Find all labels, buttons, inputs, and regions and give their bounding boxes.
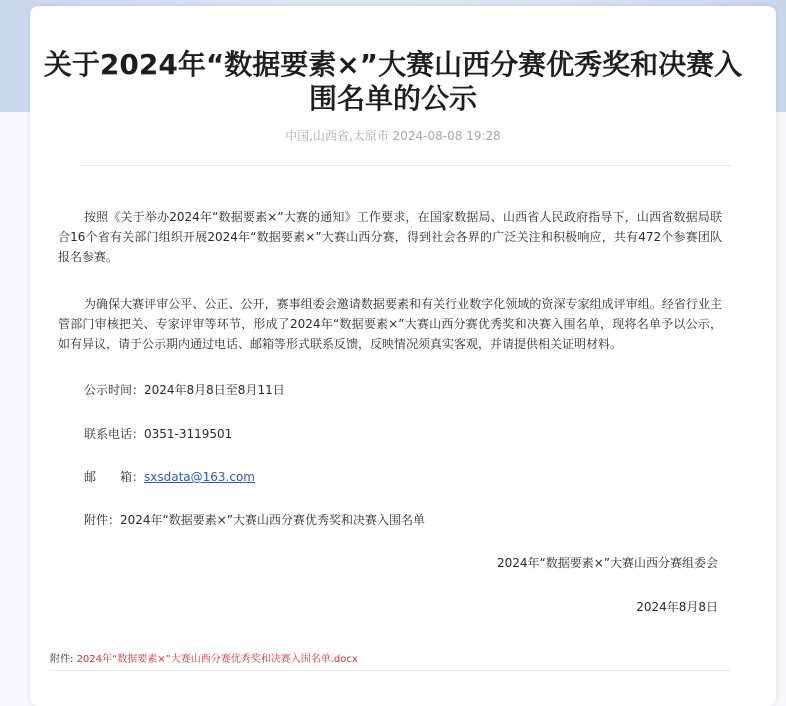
signature-date: 2024年8月8日 xyxy=(636,600,718,614)
article-meta: 中国,山西省,太原市 2024-08-08 19:28 xyxy=(285,129,501,143)
email-link[interactable]: sxsdata@163.com xyxy=(144,470,255,484)
attachment-note: 附件：2024年“数据要素×”大赛山西分赛优秀奖和决赛入围名单 xyxy=(84,513,426,527)
bottom-divider xyxy=(50,670,730,671)
email-label: 邮 箱： xyxy=(84,470,145,484)
paragraph-review: 为确保大赛评审公平、公正、公开，赛事组委会邀请数据要素和有关行业数字化领域的资深专家组成评审组。经省行业主管部门审核把关、专家评审等环节，形成了2024年“数据要素×”大赛山西分赛优秀奖和决赛入围名单，现将名单予以公示，如有异议，请于公示期内通过电话、邮箱等形式联系反馈，反映情况须真实客观，并请提供相关证明材料。 xyxy=(58,297,722,351)
attachment-file-link[interactable]: 2024年“数据要素×”大赛山西分赛优秀奖和决赛入围名单.docx xyxy=(76,654,358,665)
contact-phone: 联系电话：0351-3119501 xyxy=(84,427,233,441)
paragraph-intro: 按照《关于举办2024年“数据要素×”大赛的通知》工作要求，在国家数据局、山西省人民政府指导下，山西省数据局联合16个省有关部门组织开展2024年“数据要素×”大赛山西分赛，得到社会各界的广泛关注和积极响应，共有472个参赛团队报名参赛。 xyxy=(58,210,722,264)
contact-email-row xyxy=(84,467,255,487)
signature-organization: 2024年“数据要素×”大赛山西分赛组委会 xyxy=(496,556,718,570)
attachment-label: 附件: xyxy=(50,654,74,665)
title-divider xyxy=(80,165,732,166)
attachment-bar xyxy=(50,652,358,668)
notice-period: 公示时间：2024年8月8日至8月11日 xyxy=(84,383,285,397)
page-title: 关于2024年“数据要素×”大赛山西分赛优秀奖和决赛入围名单的公示 xyxy=(43,48,743,115)
